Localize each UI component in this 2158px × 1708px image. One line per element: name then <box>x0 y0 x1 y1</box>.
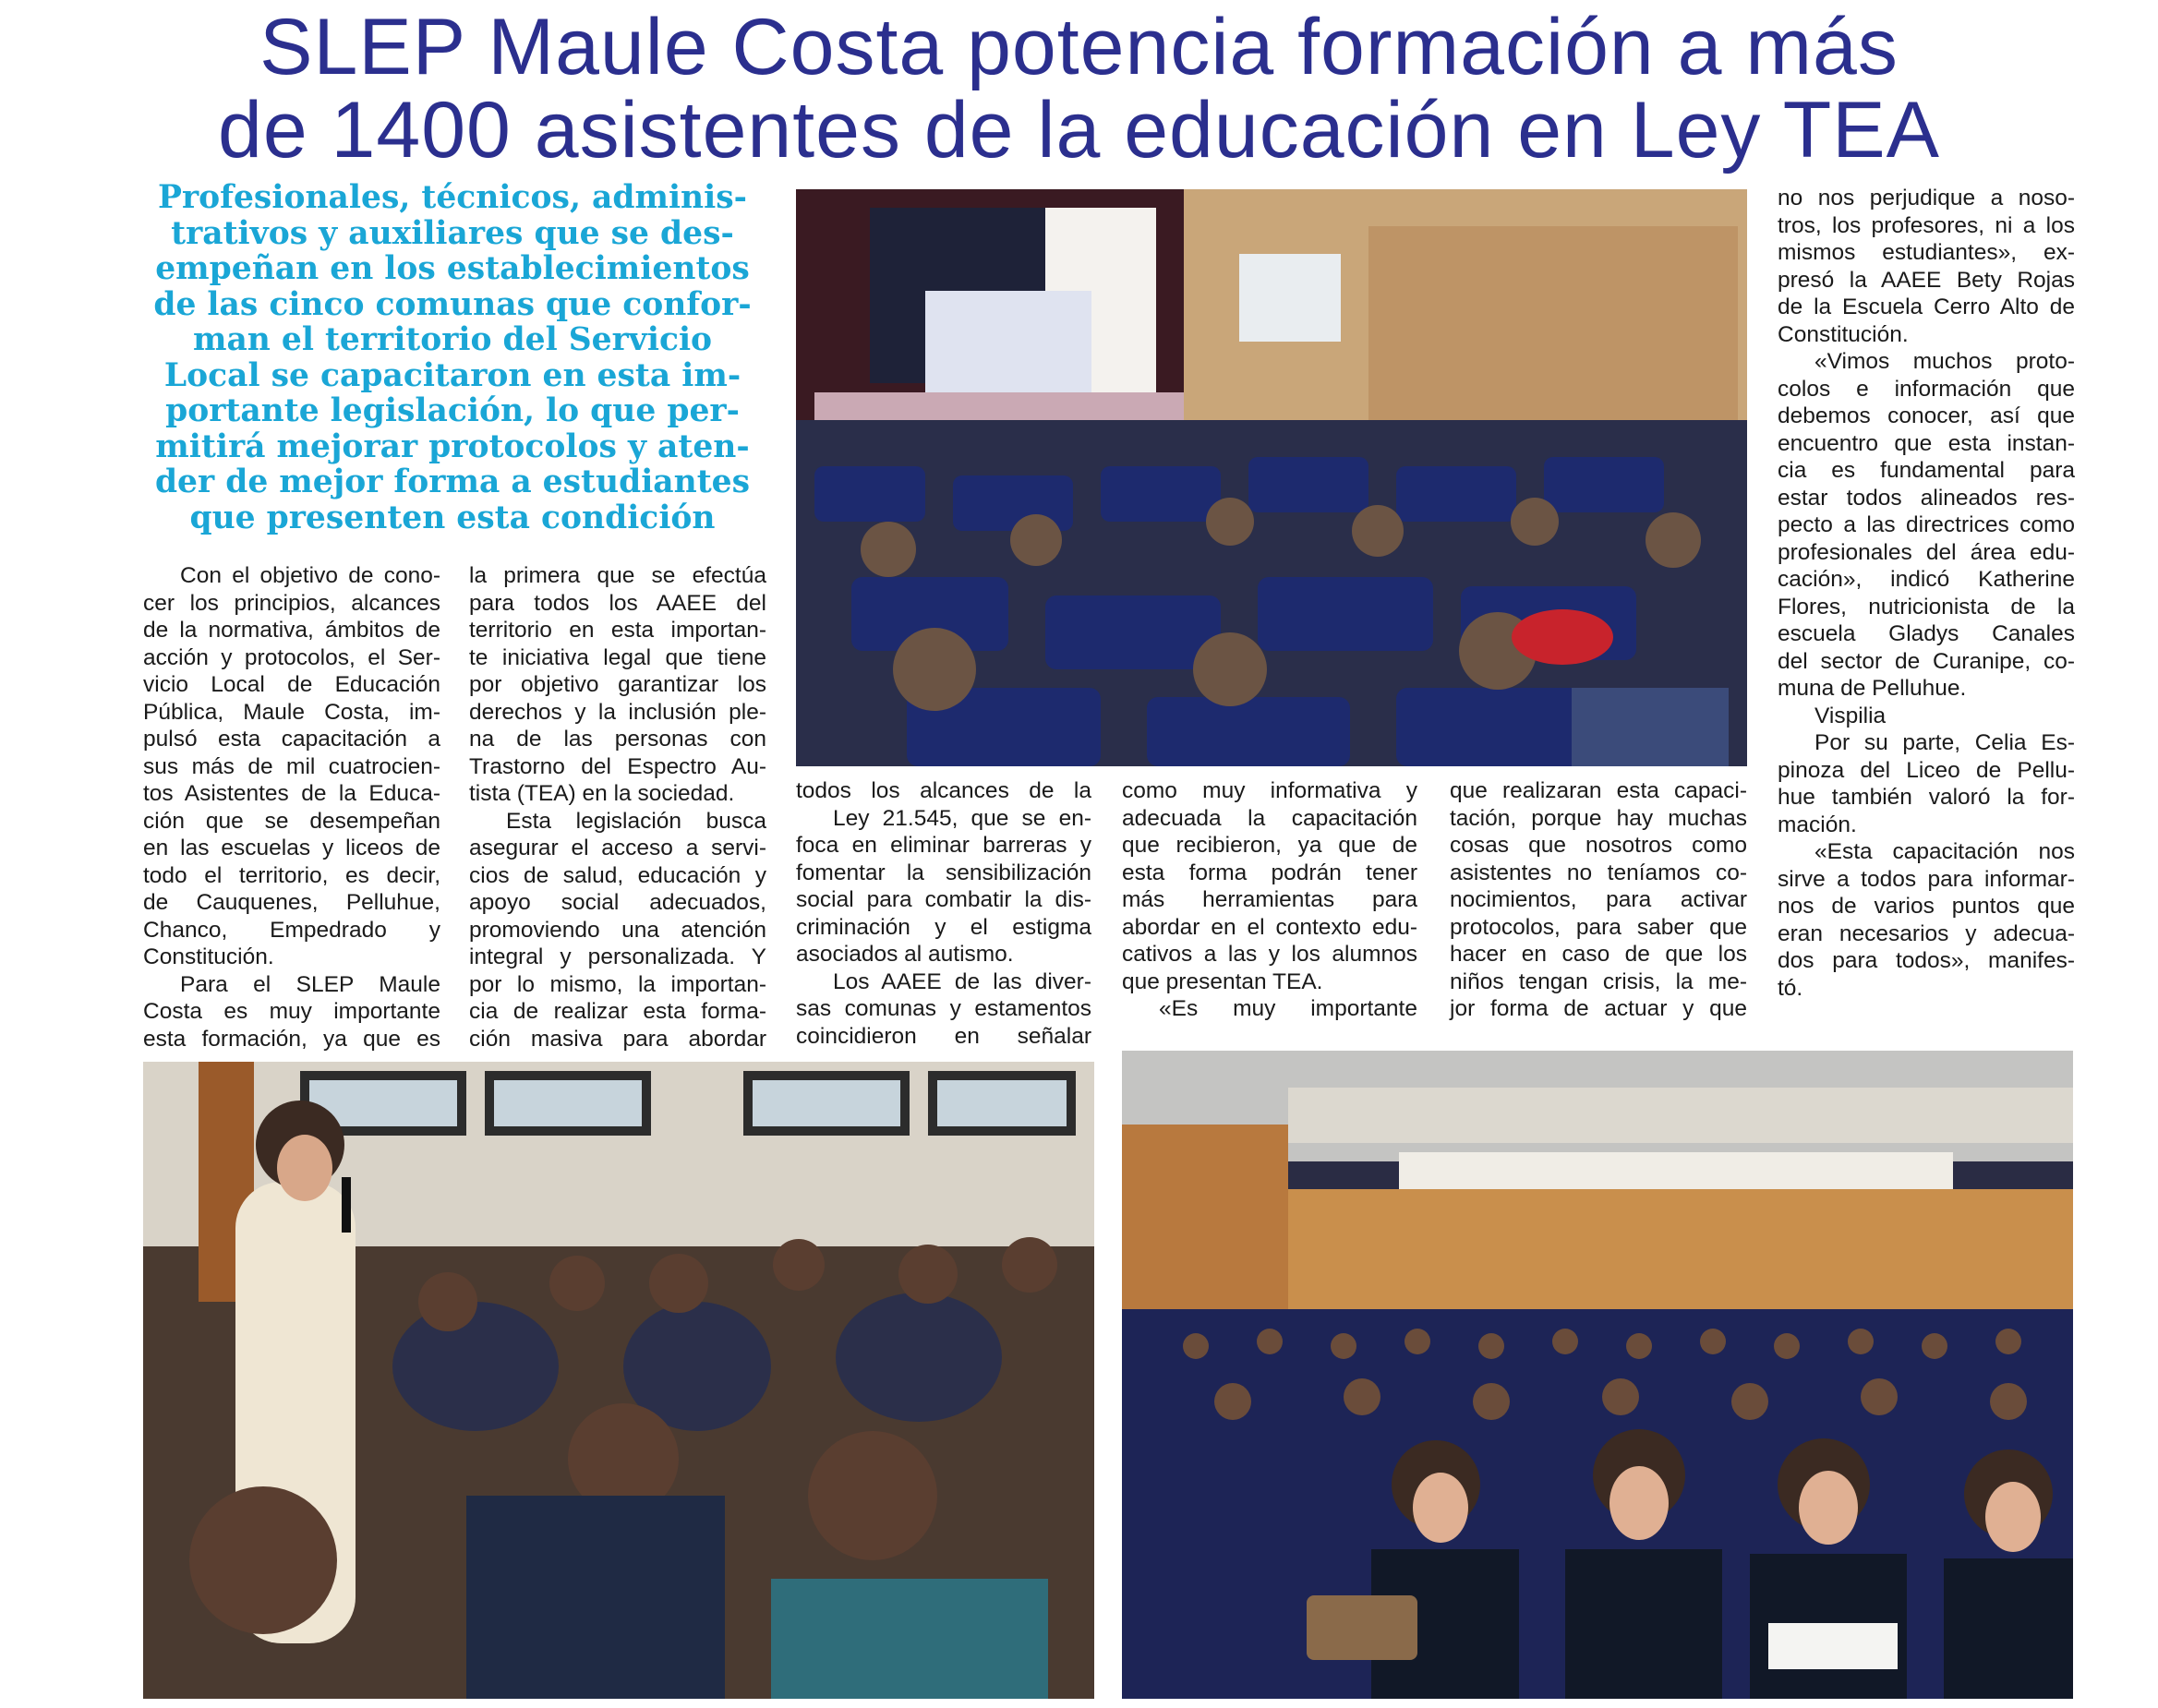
body-text-line: adecuada la capacitación <box>1122 805 1417 831</box>
body-text-line: Chanco, Empedrado y <box>143 917 440 943</box>
lead-line: man el territorio del Servicio <box>192 321 713 358</box>
body-text-line: Vispilia <box>1814 703 1887 728</box>
body-text-line: pecto a las directrices como <box>1778 512 2075 537</box>
body-text-line: sus más de mil cuatrocien- <box>143 753 440 779</box>
body-text-line: tos Asistentes de la Educa- <box>143 781 440 806</box>
body-text-line: ción masiva para abordar <box>469 1026 766 1052</box>
body-text-line: mación. <box>1778 812 1857 837</box>
body-text-line: del sector de Curanipe, co- <box>1778 648 2075 674</box>
body-text-line: de Cauquenes, Pelluhue, <box>143 890 440 915</box>
body-text-line: sirve a todos para informar- <box>1778 866 2075 892</box>
body-text-line: no nos perjudique a noso- <box>1778 186 2075 210</box>
body-text-line: que presentan TEA. <box>1122 968 1323 994</box>
body-text-line: colos e información que <box>1778 376 2075 402</box>
body-text-line: asegurar el acceso a servi- <box>469 836 766 860</box>
body-text-line: apoyo social adecuados, <box>469 890 766 915</box>
body-text-line: jor forma de actuar y que <box>1450 996 1747 1021</box>
body-column-6 <box>1778 185 2075 1002</box>
body-text-line: esta formación, ya que es <box>143 1026 440 1052</box>
body-text-line: nocimientos, para activar <box>1450 887 1747 912</box>
body-text-line: Con el objetivo de cono- <box>180 563 440 588</box>
body-text-line: derechos y la inclusión ple- <box>469 699 766 725</box>
body-text-line: mismos estudiantes», ex- <box>1778 240 2075 265</box>
body-text-line: escuela Gladys Canales <box>1778 621 2075 646</box>
body-text-line: «Es muy importante <box>1159 996 1417 1021</box>
body-text-line: abordar en el contexto edu- <box>1122 914 1417 940</box>
body-text-line: todos los alcances de la <box>796 778 1091 803</box>
body-text-line: criminación y el estigma <box>796 914 1091 940</box>
body-text-line: protocolos, para saber que <box>1450 914 1747 940</box>
body-text-line: esta forma podrán tener <box>1122 860 1417 885</box>
body-text-line: por lo mismo, la importan- <box>469 971 766 997</box>
body-text-line: «Vimos muchos proto- <box>1814 349 2075 374</box>
body-text-line: para todos los AAEE del <box>469 590 766 616</box>
body-text-line: territorio en esta importan- <box>469 618 766 643</box>
body-text-line: asociados al autismo. <box>796 942 1014 967</box>
body-text-line: nos de varios puntos que <box>1778 894 2075 919</box>
body-text-line: eran necesarios y adecua- <box>1778 920 2075 946</box>
body-text-line: todo el territorio, es decir, <box>143 862 440 888</box>
body-text-line: fomentar la sensibilización <box>796 860 1091 885</box>
body-text-line: Costa es muy importante <box>143 999 440 1024</box>
body-text-line: en las escuelas y liceos de <box>143 836 440 860</box>
body-text-line: tista (TEA) en la sociedad. <box>469 781 735 806</box>
lead-paragraph <box>139 180 766 535</box>
body-text-line: Ley 21.545, que se en- <box>833 805 1091 831</box>
body-text-line: encuentro que esta instan- <box>1778 430 2075 456</box>
body-text-line: hue también valoró la for- <box>1778 785 2075 810</box>
body-text-line: Pública, Maule Costa, im- <box>143 699 440 725</box>
body-text-line: presó la AAEE Bety Rojas <box>1778 267 2075 293</box>
lead-line: que presenten esta condición <box>189 499 716 536</box>
body-text-line: social para combatir la dis- <box>796 887 1091 912</box>
body-text-line: te iniciativa legal que tiene <box>469 644 766 670</box>
body-text-line: coincidieron en señalar <box>796 1023 1091 1049</box>
body-text-line: que recibieron, ya que de <box>1122 833 1417 858</box>
body-text-line: asistentes no teníamos co- <box>1450 860 1747 885</box>
body-text-line: «Esta capacitación nos <box>1814 839 2075 864</box>
body-column-4 <box>1122 777 1417 1023</box>
body-column-5 <box>1450 777 1747 1023</box>
body-text-line: de la normativa, ámbitos de <box>143 618 440 643</box>
headline-line-1: SLEP Maule Costa potencia formación a más <box>259 3 1899 91</box>
body-text-line: cación», indicó Katherine <box>1778 567 2075 592</box>
body-text-line: tación, porque hay muchas <box>1450 805 1747 831</box>
body-text-line: por objetivo garantizar los <box>469 672 766 697</box>
body-text-line: Los AAEE de las diver- <box>833 968 1091 994</box>
body-text-line: cativos a las y los alumnos <box>1122 942 1417 967</box>
body-text-line: sas comunas y estamentos <box>796 996 1091 1021</box>
body-text-line: Esta legislación busca <box>506 808 766 834</box>
body-text-line: Trastorno del Espectro Au- <box>469 753 766 779</box>
body-text-line: pinoza del Liceo de Pellu- <box>1778 757 2075 783</box>
lead-line: portante legislación, lo que per- <box>165 392 740 429</box>
lead-line: Profesionales, técnicos, adminis- <box>158 179 747 216</box>
body-text-line: cios de salud, educación y <box>469 862 766 888</box>
body-text-line: profesionales del área edu- <box>1778 539 2075 565</box>
body-text-line: debemos conocer, así que <box>1778 403 2075 428</box>
body-text-line: vicio Local de Educación <box>143 672 440 697</box>
photo-auditorium-stage <box>796 189 1747 766</box>
headline <box>92 3 2066 174</box>
body-text-line: estar todos alineados res- <box>1778 485 2075 511</box>
body-text-line: na de las personas con <box>469 727 766 752</box>
body-column-1 <box>143 562 440 1052</box>
photo-speaker-with-audience <box>143 1062 1094 1699</box>
body-text-line: cia es fundamental para <box>1778 458 2075 483</box>
lead-line: Local se capacitaron en esta im- <box>163 356 741 394</box>
body-text-line: cosas que nosotros como <box>1450 833 1747 858</box>
body-text-line: muna de Pelluhue. <box>1778 676 1967 701</box>
body-text-line: tó. <box>1778 975 1803 1001</box>
body-text-line: hacer en caso de que los <box>1450 942 1747 967</box>
body-text-line: Constitución. <box>1778 321 1909 347</box>
body-text-line: Por su parte, Celia Es- <box>1814 730 2075 755</box>
lead-line: trativos y auxiliares que se des- <box>171 214 734 252</box>
body-text-line: tros, los profesores, ni a los <box>1778 212 2075 238</box>
lead-line: de las cinco comunas que confor- <box>153 285 752 323</box>
body-text-line: ción que se desempeñan <box>143 808 440 834</box>
body-column-2 <box>469 562 766 1052</box>
photo-audience-auditorium <box>1122 1051 2073 1699</box>
lead-line: mitirá mejorar protocolos y aten- <box>155 427 750 465</box>
body-text-line: niños tengan crisis, la me- <box>1450 968 1747 994</box>
body-text-line: promoviendo una atención <box>469 917 766 943</box>
body-text-line: Constitución. <box>143 944 274 969</box>
headline-line-2: de 1400 asistentes de la educación en Ley TEA <box>217 86 1941 174</box>
body-text-line: de la Escuela Cerro Alto de <box>1778 295 2075 319</box>
body-text-line: pulsó esta capacitación a <box>143 727 440 752</box>
lead-line: empeñan en los establecimientos <box>155 250 750 287</box>
body-text-line: que realizaran esta capaci- <box>1450 778 1747 803</box>
body-text-line: más herramientas para <box>1122 887 1417 912</box>
body-text-line: cia de realizar esta forma- <box>469 999 766 1024</box>
body-column-3 <box>796 777 1091 1050</box>
body-text-line: integral y personalizada. Y <box>469 944 766 969</box>
body-text-line: foca en eliminar barreras y <box>796 833 1091 858</box>
lead-line: der de mejor forma a estudiantes <box>154 463 751 500</box>
body-text-line: Para el SLEP Maule <box>180 971 440 997</box>
body-text-line: dos para todos», manifes- <box>1778 948 2075 973</box>
body-text-line: Flores, nutricionista de la <box>1778 594 2075 619</box>
body-text-line: como muy informativa y <box>1122 778 1417 803</box>
body-text-line: acción y protocolos, el Ser- <box>143 644 440 670</box>
body-text-line: cer los principios, alcances <box>143 590 440 616</box>
body-text-line: la primera que se efectúa <box>469 563 766 588</box>
